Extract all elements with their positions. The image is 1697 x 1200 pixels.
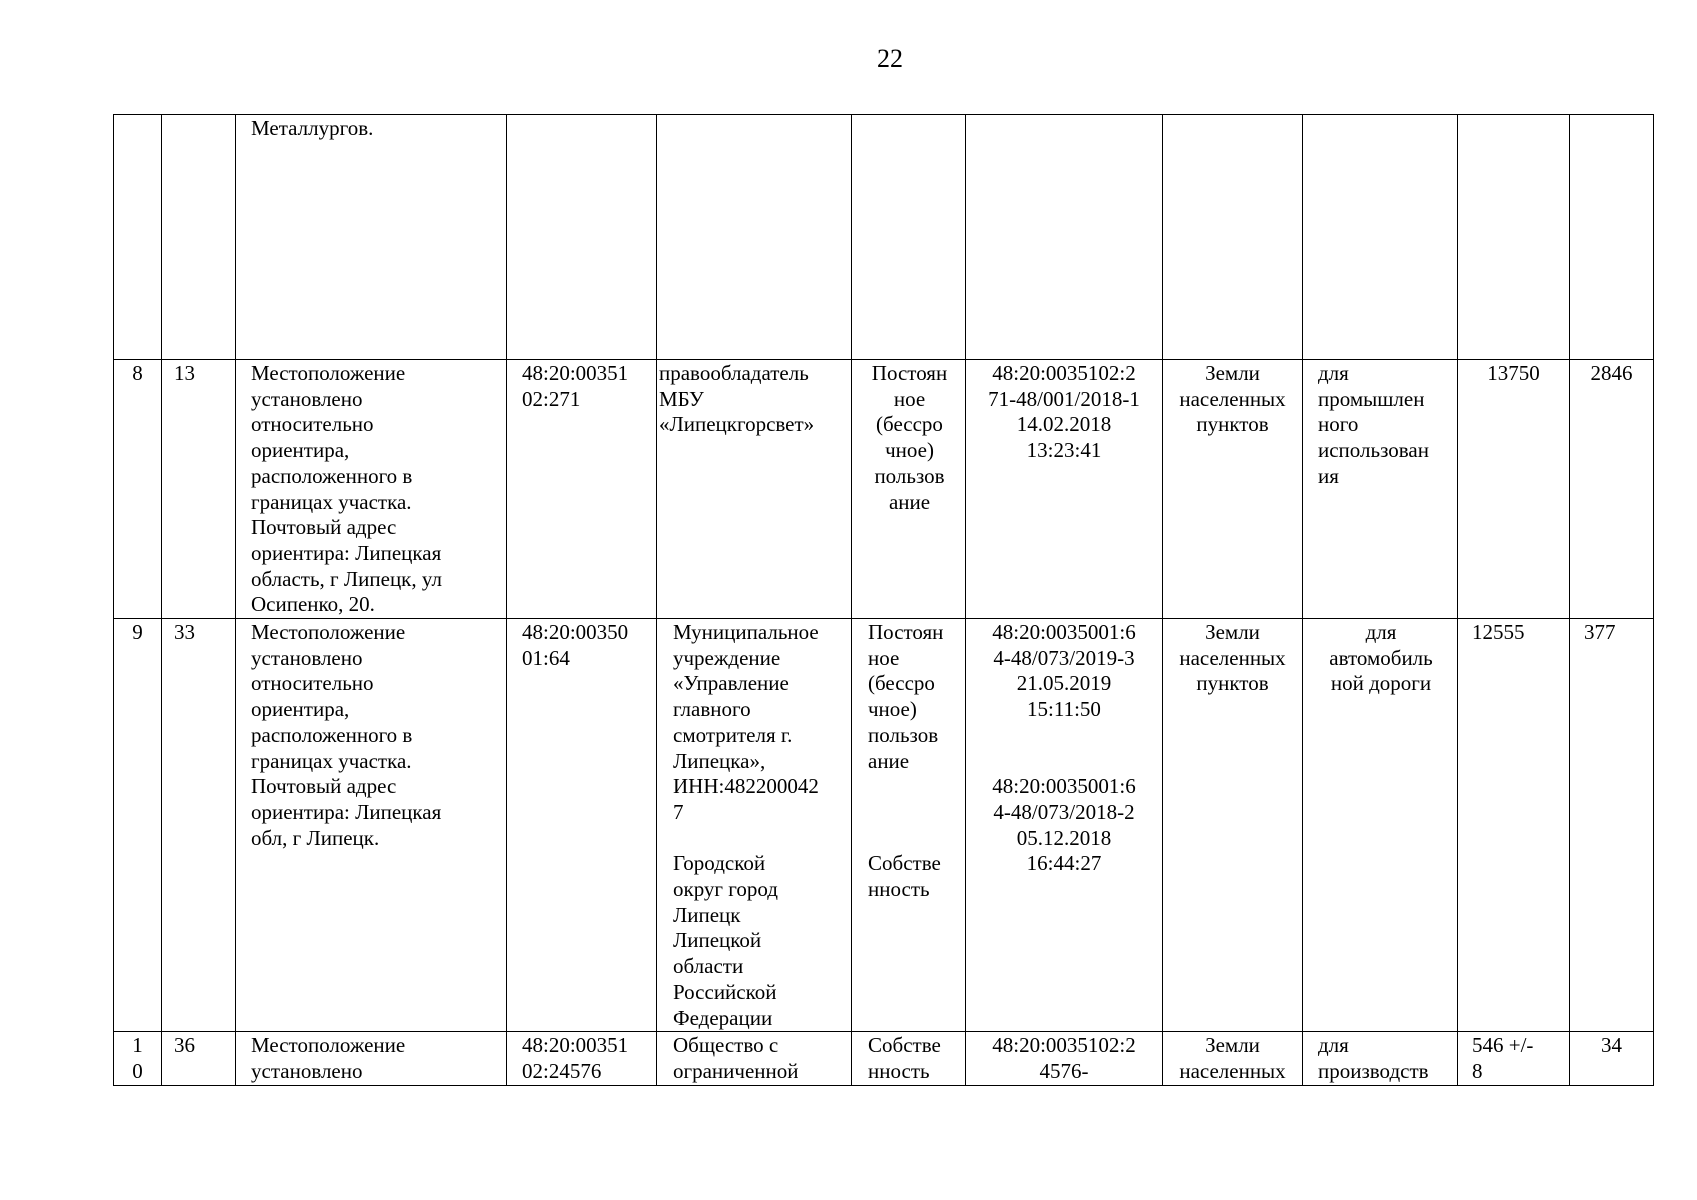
- table-row: [114, 1032, 1654, 1085]
- land-plots-table: [113, 114, 1654, 1086]
- plot-id-cell: [162, 115, 236, 360]
- seized-area-cell: 377: [1570, 619, 1654, 1032]
- registration-entry: 48:20:0035001:6 4-48/073/2019-3 21.05.2019 15:11:50: [992, 620, 1136, 722]
- owner-cell: Общество с ограниченной: [657, 1032, 852, 1085]
- owner-cell: правообладатель МБУ «Липецкгорсвет»: [657, 360, 852, 619]
- right-type-cell: [852, 115, 966, 360]
- permitted-use-cell: для автомобиль ной дороги: [1303, 619, 1458, 1032]
- land-category-cell: Земли населенных пунктов: [1163, 619, 1303, 1032]
- location-cell: Металлургов.: [236, 115, 507, 360]
- registration-entry: 48:20:0035001:6 4-48/073/2018-2 05.12.2018 16:44:27: [992, 774, 1136, 876]
- cadastral-number-cell: 48:20:00350 01:64: [507, 619, 657, 1032]
- right-type-cell: Собстве нность: [852, 1032, 966, 1085]
- spacer: [968, 723, 1160, 774]
- table-row: [114, 360, 1654, 619]
- spacer: [673, 826, 849, 852]
- area-cell: 546 +/- 8: [1458, 1032, 1570, 1085]
- row-number-cell: 8: [114, 360, 162, 619]
- table-row: [114, 115, 1654, 360]
- cadastral-number-cell: 48:20:00351 02:24576: [507, 1032, 657, 1085]
- plot-id-cell: 36: [162, 1032, 236, 1085]
- seized-area-cell: [1570, 115, 1654, 360]
- registration-cell: 48:20:0035102:2 71-48/001/2018-1 14.02.2018 13:23:41: [966, 360, 1163, 619]
- cadastral-number-cell: 48:20:00351 02:271: [507, 360, 657, 619]
- permitted-use-cell: [1303, 115, 1458, 360]
- row-number-cell: [114, 115, 162, 360]
- location-cell: Местоположение установлено относительно ориентира, расположенного в границах участка. Почтовый адрес ориентира: Липецкая область, г Липецк, ул Осипенко, 20.: [236, 360, 507, 619]
- spacer: [868, 774, 963, 851]
- location-cell: Местоположение установлено: [236, 1032, 507, 1085]
- land-category-cell: Земли населенных: [1163, 1032, 1303, 1085]
- area-cell: 12555: [1458, 619, 1570, 1032]
- right-entry: Собстве нность: [868, 851, 941, 901]
- right-type-cell: [852, 619, 966, 1032]
- plot-id-cell: 13: [162, 360, 236, 619]
- right-type-cell: Постоян ное (бессро чное) пользов ание: [852, 360, 966, 619]
- owner-cell: [657, 115, 852, 360]
- permitted-use-cell: для промышлен ного использован ия: [1303, 360, 1458, 619]
- table-row: [114, 619, 1654, 1032]
- cadastral-number-cell: [507, 115, 657, 360]
- row-number-cell: 1 0: [114, 1032, 162, 1085]
- land-category-cell: Земли населенных пунктов: [1163, 360, 1303, 619]
- registration-cell: [966, 115, 1163, 360]
- location-cell: Местоположение установлено относительно ориентира, расположенного в границах участка. Почтовый адрес ориентира: Липецкая обл, г Липецк.: [236, 619, 507, 1032]
- right-entry: Постоян ное (бессро чное) пользов ание: [868, 620, 944, 773]
- permitted-use-cell: для производств: [1303, 1032, 1458, 1085]
- registration-cell: 48:20:0035102:2 4576-: [966, 1032, 1163, 1085]
- area-cell: [1458, 115, 1570, 360]
- owner-entry: Муниципальное учреждение «Управление главного смотрителя г. Липецка», ИНН:482200042 7: [673, 620, 819, 824]
- page-number: 22: [877, 44, 903, 73]
- plot-id-cell: 33: [162, 619, 236, 1032]
- registration-cell: [966, 619, 1163, 1032]
- seized-area-cell: 34: [1570, 1032, 1654, 1085]
- area-cell: 13750: [1458, 360, 1570, 619]
- seized-area-cell: 2846: [1570, 360, 1654, 619]
- row-number-cell: 9: [114, 619, 162, 1032]
- owner-entry: Городской округ город Липецк Липецкой области Российской Федерации: [673, 851, 778, 1030]
- owner-cell: [657, 619, 852, 1032]
- land-category-cell: [1163, 115, 1303, 360]
